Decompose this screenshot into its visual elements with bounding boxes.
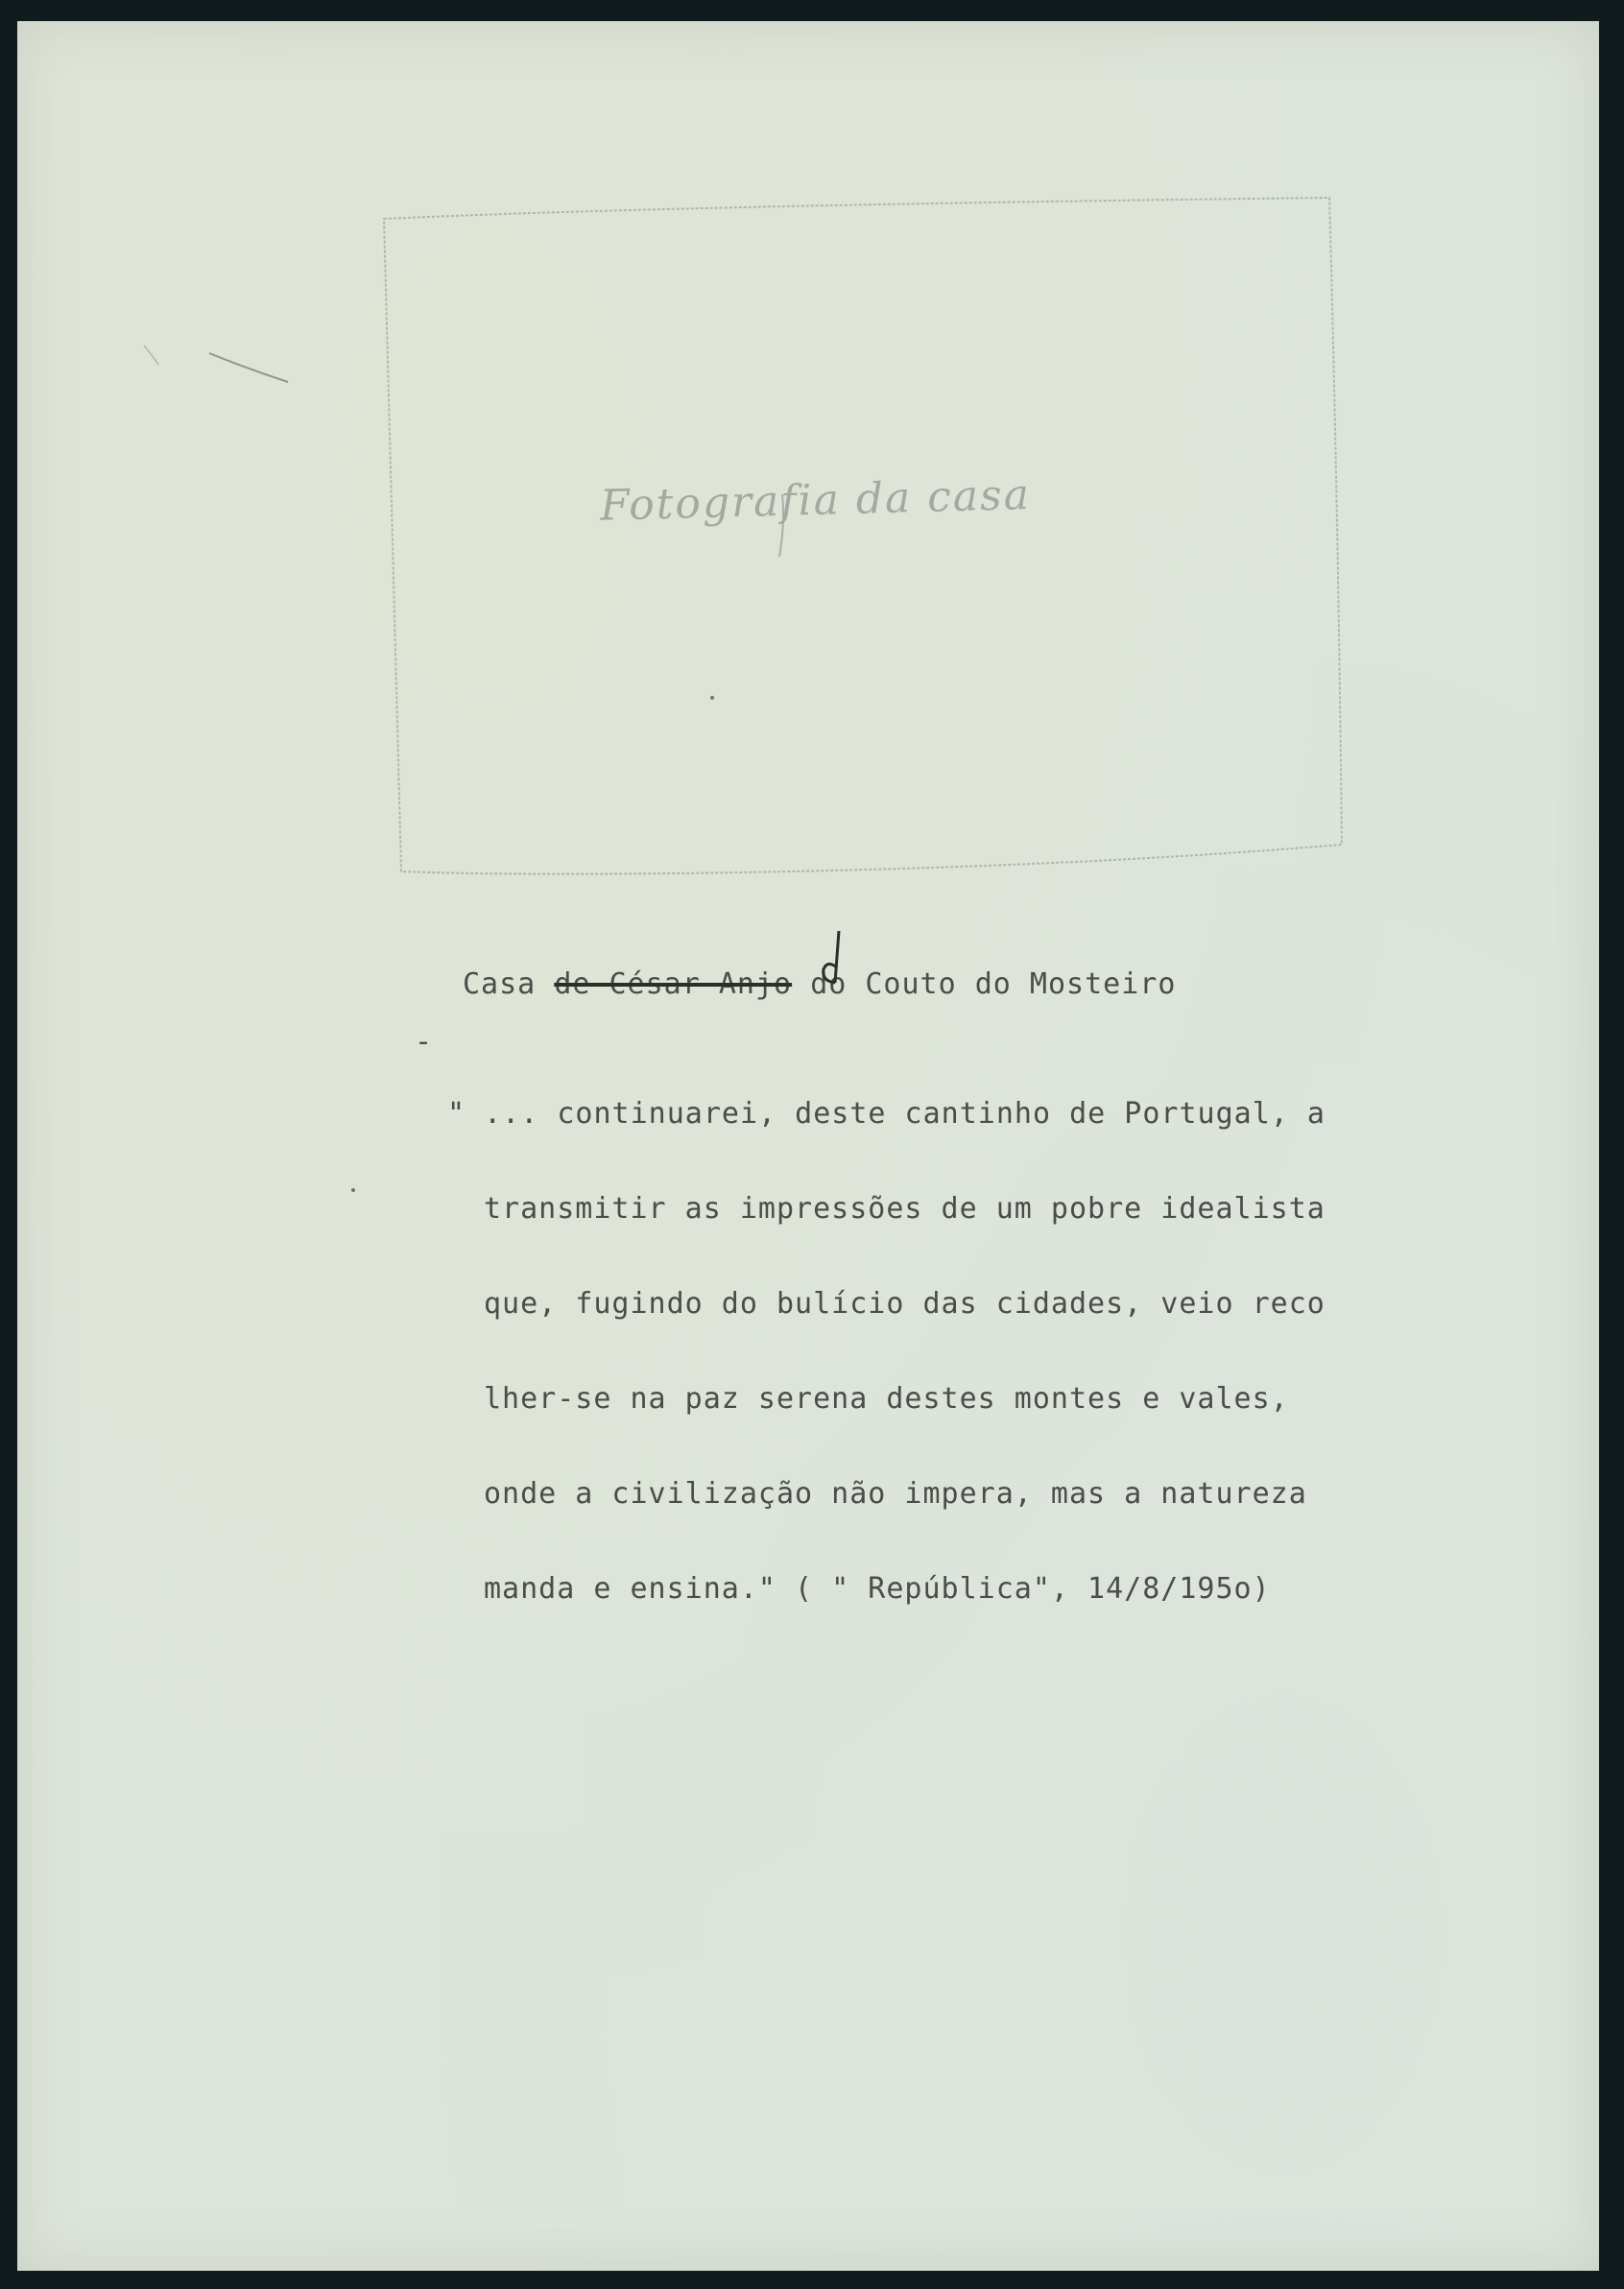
quote-dash: - <box>415 1025 434 1059</box>
quote-line: onde a civilização não impera, mas a natureza <box>484 1477 1307 1511</box>
photo-placeholder-label: Fotografia da casa <box>599 470 1032 531</box>
quote-line: manda e ensina." ( " República", 14/8/195o) <box>484 1572 1271 1606</box>
caption-suffix: do Couto do Mosteiro <box>810 967 1177 1001</box>
caption-struck-text: de César Anjo <box>554 967 793 1001</box>
quote-block <box>447 1035 1325 1636</box>
quote-line: " ... continuarei, deste cantinho de Portugal, a <box>447 1097 1325 1131</box>
handwritten-d-mark <box>818 929 847 987</box>
caption-prefix: Casa <box>463 967 555 1001</box>
quote-line: lher-se na paz serena destes montes e vales, <box>484 1382 1289 1416</box>
quote-line: que, fugindo do bulício das cidades, veio reco <box>484 1287 1325 1321</box>
quote-line: transmitir as impressões de um pobre idealista <box>484 1192 1325 1226</box>
